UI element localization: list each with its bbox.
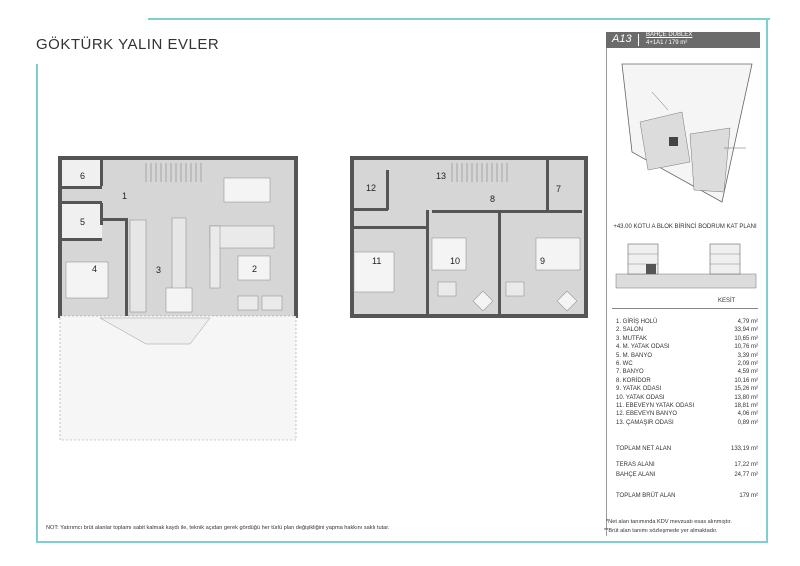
room-row [616, 410, 758, 418]
section-divider [612, 308, 758, 309]
total-gross-label: TOPLAM BRÜT ALAN [616, 493, 676, 499]
room-name: 10. YATAK ODASI [616, 394, 665, 401]
plan-label-12: 12 [366, 183, 377, 193]
garden-area [616, 472, 758, 478]
plan-label-7: 7 [556, 184, 562, 194]
site-plan-caption: +43.00 KOTU A BLOK BİRİNCİ BODRUM KAT PLANI [613, 224, 757, 230]
unit-type: BAHÇE DUBLEX [646, 32, 693, 38]
room-name: 3. MUTFAK [616, 335, 648, 342]
room-area: 0,89 m² [737, 419, 758, 426]
room-name: 2. SALON [616, 327, 644, 334]
room-name: 8. KORİDOR [616, 377, 651, 384]
room-row [616, 394, 758, 402]
plan-label-11: 11 [372, 256, 382, 266]
plan-label-6: 6 [80, 171, 86, 181]
ground-floor-plan [58, 156, 298, 440]
plan-label-5: 5 [80, 217, 86, 227]
unit-code-box [606, 32, 760, 48]
total-gross-value: 179 m² [739, 493, 758, 499]
terrace-area [616, 462, 758, 468]
plan-label-4: 4 [92, 264, 98, 274]
room-row [616, 419, 758, 427]
room-area: 10,76 m² [734, 344, 758, 351]
room-name: 11. EBEVEYN YATAK ODASI [616, 402, 695, 409]
garden-label: BAHÇE ALANI [616, 472, 656, 478]
project-title: GÖKTÜRK YALIN EVLER [36, 36, 220, 53]
unit-marker [669, 137, 678, 146]
room-row [616, 377, 758, 385]
room-area: 10,16 m² [734, 377, 758, 384]
room-area: 13,80 m² [734, 394, 758, 401]
plan-label-1: 1 [122, 191, 128, 201]
note-left: NOT: Yatırımcı brüt alanlar toplamı sabit kalmak kaydı ile, teknik açıdan gerek gördüğü her türlü plan değişikliğini yapma hakkını saklı tutar. [46, 525, 390, 531]
room-name: 4. M. YATAK ODASI [616, 344, 670, 351]
room-name: 5. M. BANYO [616, 352, 653, 359]
room-area: 15,26 m² [734, 386, 758, 393]
room-name: 9. YATAK ODASI [616, 386, 662, 393]
note-right-1: *Net alan tanımında KDV mevzuatı esas alınmıştır. [606, 519, 732, 525]
room-area: 33,94 m² [734, 327, 758, 334]
unit-code: A13 [612, 33, 632, 45]
total-net-label: TOPLAM NET ALAN [616, 446, 672, 452]
plan-label-3: 3 [156, 265, 162, 275]
room-area: 10,65 m² [734, 335, 758, 342]
room-area: 4,59 m² [737, 369, 758, 376]
plan-label-9: 9 [540, 256, 546, 266]
plan-label-2: 2 [252, 264, 258, 274]
plan-label-8: 8 [490, 194, 496, 204]
plan-label-10: 10 [450, 256, 461, 266]
room-area: 18,81 m² [734, 402, 758, 409]
note-right-2: **Brüt alan tanımı sözleşmede yer almaktadır. [604, 528, 718, 534]
upper-floor-plan [350, 156, 588, 318]
room-row [616, 326, 758, 334]
room-row [616, 352, 758, 360]
total-gross-area [616, 493, 758, 499]
plan-label-13: 13 [436, 171, 447, 181]
room-name: 12. EBEVEYN BANYO [616, 411, 678, 418]
room-name: 1. GİRİŞ HOLÜ [616, 319, 658, 325]
room-row [616, 385, 758, 393]
unit-code-divider [638, 34, 639, 46]
total-net-value: 133,19 m² [730, 446, 758, 452]
room-name: 7. BANYO [616, 369, 644, 376]
room-area-list [616, 318, 758, 427]
site-plan-diagram [612, 52, 760, 220]
room-area: 4,79 m² [737, 319, 758, 325]
room-name: 13. ÇAMAŞIR ODASI [616, 419, 674, 426]
room-row [616, 402, 758, 410]
unit-rooms-area: 4+1A1 / 179 m² [646, 40, 688, 46]
room-row [616, 318, 758, 326]
garden-value: 24,77 m² [734, 472, 758, 478]
room-row [616, 335, 758, 343]
terrace-label: TERAS ALANI [616, 462, 655, 468]
room-row [616, 343, 758, 351]
room-row [616, 368, 758, 376]
terrace-value: 17,22 m² [734, 462, 758, 468]
room-row [616, 360, 758, 368]
room-area: 3,39 m² [737, 352, 758, 359]
section-label: KESİT [718, 298, 736, 304]
total-net-area [616, 446, 758, 452]
room-area: 2,09 m² [737, 360, 758, 367]
room-name: 6. WC [616, 360, 633, 367]
room-area: 4,06 m² [737, 411, 758, 418]
section-diagram [612, 238, 760, 292]
